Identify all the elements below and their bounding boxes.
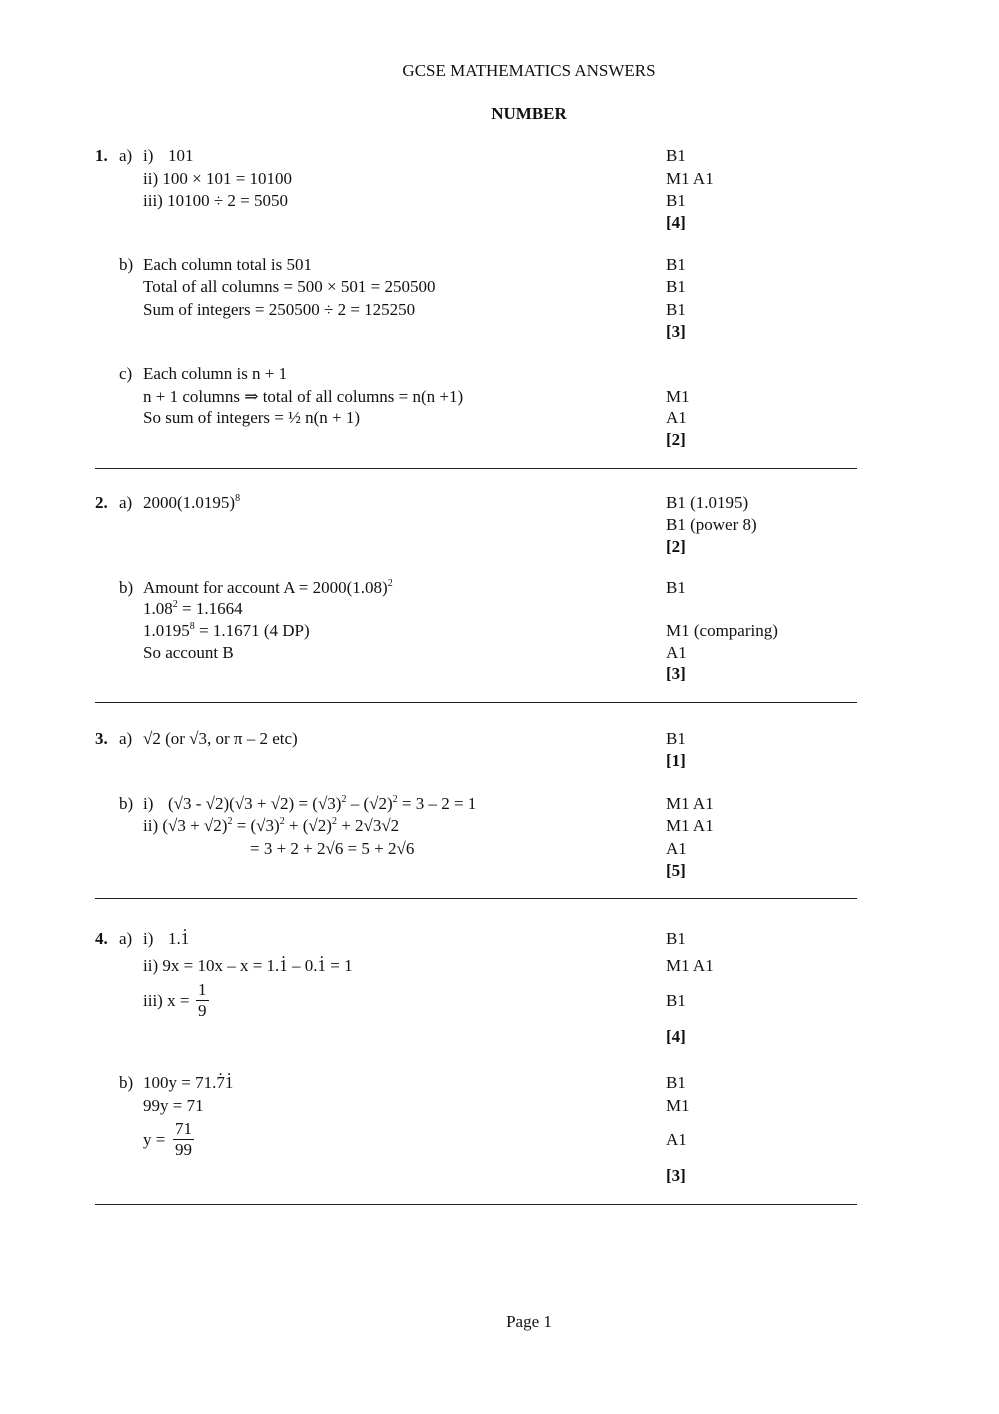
q2-b-line: $1.0195^8 = 1.1671$ (4 DP) xyxy=(143,621,310,640)
q4-b-label: b) xyxy=(119,1073,134,1092)
q4-a-iii-answer: iii) x = xyxy=(143,991,190,1010)
divider xyxy=(95,468,857,469)
q1-a-label: a) xyxy=(119,146,133,165)
q1-b-total: [3] xyxy=(666,322,686,341)
q3-b-label: b) xyxy=(119,794,134,813)
denominator: 9 xyxy=(198,1001,207,1020)
q1-a-mark: M1 A1 xyxy=(666,169,714,188)
q2-b-label: b) xyxy=(119,578,134,597)
numerator: 71 xyxy=(175,1119,192,1138)
q3-b-mark: M1 A1 xyxy=(666,794,714,813)
q4-b-fraction xyxy=(173,1119,194,1160)
q1-a-mark: B1 xyxy=(666,146,686,165)
q1-b-line: Total of all columns = 500 × 501 = 250500 xyxy=(143,277,436,296)
q3-b-mark: M1 A1 xyxy=(666,816,714,835)
q4-b-line: y = xyxy=(143,1130,166,1149)
q2-b-line: Amount for account $A = 2000(1.08)^2$ xyxy=(143,578,393,597)
q4-b-mark: M1 xyxy=(666,1096,690,1115)
q2-b-mark: B1 xyxy=(666,578,686,597)
q3-b-mark: A1 xyxy=(666,839,687,858)
q3-a-mark: B1 xyxy=(666,729,686,748)
page-number: Page 1 xyxy=(506,1312,552,1331)
q2-a-answer: $2000(1.0195)^8$ xyxy=(143,493,241,512)
q1-a-ii-answer: ii) 100 × 101 = 10100 xyxy=(143,169,293,188)
q1-a-mark: B1 xyxy=(666,191,686,210)
q3-a-label: a) xyxy=(119,729,133,748)
q2-a-total: [2] xyxy=(666,537,686,556)
q1-a-i-label: i) xyxy=(143,146,154,165)
divider xyxy=(95,898,857,899)
q1-c-line: n + 1 columns ⇒ total of all columns = n(n +1) xyxy=(143,387,464,406)
q2-a-mark: B1 (1.0195) xyxy=(666,493,749,512)
denominator: 99 xyxy=(175,1140,192,1159)
divider xyxy=(95,702,857,703)
q2-b-mark: A1 xyxy=(666,643,687,662)
q4-a-mark: B1 xyxy=(666,991,686,1010)
q4-b-mark: B1 xyxy=(666,1073,686,1092)
q3-b-i-answer: $(√3 - √2)(√3 + √2) = (√3)^2 - (√2)^2 = 3 - 2 = 1$ xyxy=(168,794,477,813)
q4-number: 4. xyxy=(95,929,108,948)
q1-b-mark: B1 xyxy=(666,277,686,296)
section-title: NUMBER xyxy=(491,104,567,123)
q3-b-total: [5] xyxy=(666,861,686,880)
q1-c-line: Each column is n + 1 xyxy=(143,364,288,383)
q1-c-label: c) xyxy=(119,364,133,383)
q2-number: 2. xyxy=(95,493,108,512)
q1-b-mark: B1 xyxy=(666,300,686,319)
q3-number: 3. xyxy=(95,729,108,748)
q1-c-mark: A1 xyxy=(666,408,687,427)
q1-b-label: b) xyxy=(119,255,134,274)
q1-a-total: [4] xyxy=(666,213,686,232)
q4-a-total: [4] xyxy=(666,1027,686,1046)
q2-b-total: [3] xyxy=(666,664,686,683)
document-title: GCSE MATHEMATICS ANSWERS xyxy=(402,61,656,80)
q3-a-answer: √2 (or √3, or π – 2 etc) xyxy=(143,729,298,748)
q3-b-i-label: i) xyxy=(143,794,154,813)
q4-a-ii-answer: ii) 9x = 10x – x = 1.1 . – 0.1 . = 1 xyxy=(143,956,353,976)
q1-c-mark: M1 xyxy=(666,387,690,406)
q2-a-mark: B1 (power 8) xyxy=(666,515,757,534)
q1-b-mark: B1 xyxy=(666,255,686,274)
q3-b-ii-continued: = 3 + 2 + 2√6 = 5 + 2√6 xyxy=(250,839,415,858)
q3-b-ii-answer: ii) $(√3 + √2)^2 = (√3)^2 + (√2)^2 + 2√3√2$ xyxy=(143,816,400,835)
q4-b-total: [3] xyxy=(666,1166,686,1185)
q1-c-line: So sum of integers = ½ n(n + 1) xyxy=(143,408,361,427)
q4-a-i-label: i) xyxy=(143,929,154,948)
q4-a-mark: M1 A1 xyxy=(666,956,714,975)
q4-b-line: 99y = 71 xyxy=(143,1096,204,1115)
q3-a-total: [1] xyxy=(666,751,686,770)
q4-a-label: a) xyxy=(119,929,133,948)
q1-a-iii-answer: iii) 10100 ÷ 2 = 5050 xyxy=(143,191,288,210)
q4-a-mark: B1 xyxy=(666,929,686,948)
q1-b-line: Each column total is 501 xyxy=(143,255,313,274)
q1-a-i-answer: 101 xyxy=(168,146,194,165)
q4-b-mark: A1 xyxy=(666,1130,687,1149)
q2-b-line: $1.08^2 = 1.1664$ xyxy=(143,599,243,618)
numerator: 1 xyxy=(198,980,207,999)
q4-b-line: 100y = 71.7 .1 . xyxy=(143,1073,233,1093)
q2-b-line: So account B xyxy=(143,643,234,662)
q4-a-i-answer: 1.1 . xyxy=(168,929,189,949)
divider xyxy=(95,1204,857,1205)
q1-number: 1. xyxy=(95,146,108,165)
q1-c-total: [2] xyxy=(666,430,686,449)
q2-b-mark: M1 (comparing) xyxy=(666,621,778,640)
q2-a-label: a) xyxy=(119,493,133,512)
q1-b-line: Sum of integers = 250500 ÷ 2 = 125250 xyxy=(143,300,416,319)
q4-a-iii-fraction xyxy=(196,980,209,1021)
